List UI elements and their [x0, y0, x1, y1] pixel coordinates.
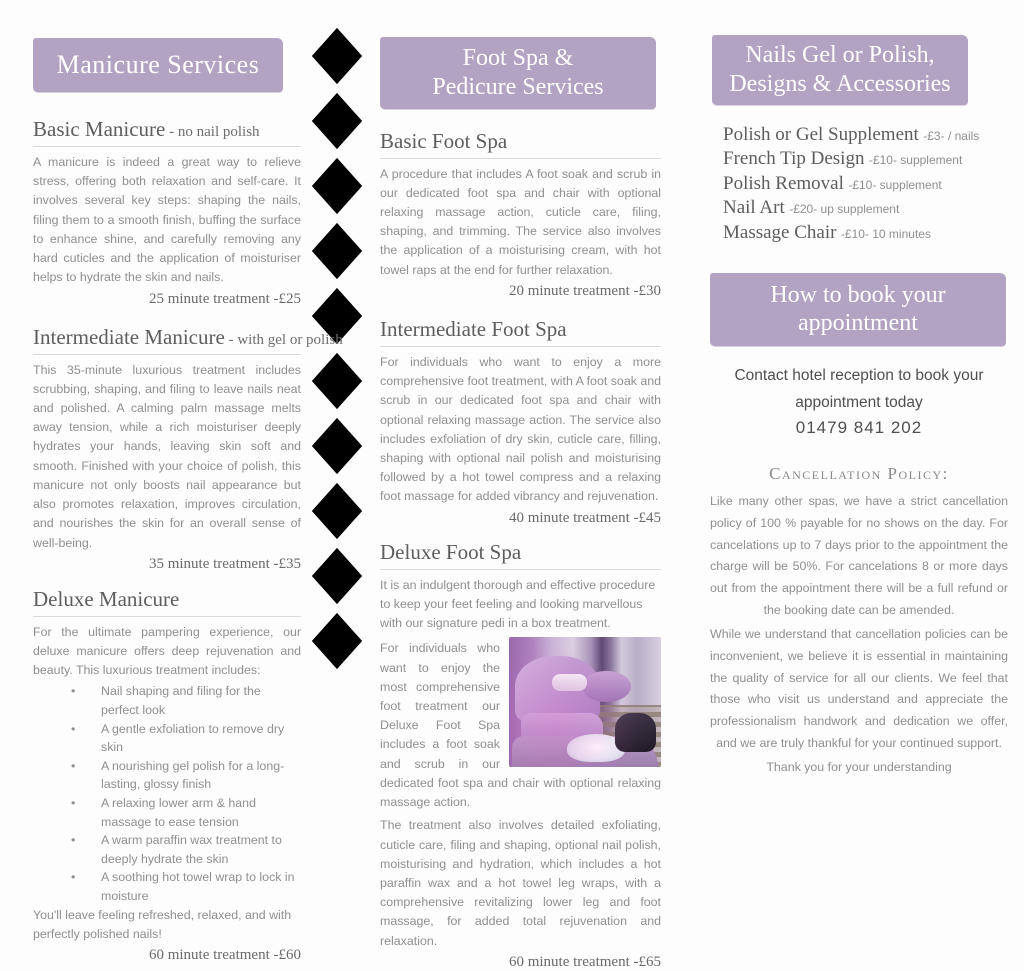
body-paragraph: It is an indulgent thorough and effective procedure to keep your feet feeling and looking marvellous with our signature pedi in a box treatment. — [380, 577, 656, 631]
celtic-knot-icon — [309, 91, 365, 151]
celtic-knot-icon — [309, 351, 365, 411]
body-paragraph: You'll leave feeling refreshed, relaxed, and with perfectly polished nails! — [33, 907, 292, 941]
section-title: Basic Manicure - no nail polish — [33, 117, 301, 147]
manicure-header: Manicure Services — [33, 38, 283, 92]
thank-you-line: Thank you for your understanding — [766, 759, 952, 774]
deluxe-manicure-bullet-list — [33, 682, 301, 905]
list-item: • Nail shaping and filing for the perfect look — [71, 682, 301, 719]
price-line: 60 minute treatment -£65 — [508, 953, 661, 970]
price-row: French Tip Design -£10- supplement — [723, 148, 963, 170]
cancellation-paragraph: Like many other spas, we have a strict cancellation policy of 100 % payable for no shows on the day. For cancelations up to 7 days prior to the appointment the charge will be 50%. For cancelations 8 or more days out from the appointment there will be a full refund or the booking date can be amended. — [710, 493, 1008, 618]
price-row: Nail Art -£20- up supplement — [723, 197, 900, 219]
basic-foot-spa-section — [380, 129, 661, 300]
celtic-knot-icon — [309, 26, 365, 86]
body-paragraph: For the ultimate pampering experience, our deluxe manicure offers deep rejuvenation and beauty. This luxurious treatment includes: — [33, 624, 301, 678]
price-row: Massage Chair -£10- 10 minutes — [723, 221, 931, 243]
body-paragraph: The treatment also involves detailed exfoliating, cuticle care, filing and shaping, optional nail polish, moisturising and hydration, which includes a hot paraffin wax and a hot towel leg wraps, with a comprehensive revitalizing lower leg and foot massage, for added total rejuvenation and relaxation. — [380, 818, 661, 948]
section-subtitle: - with gel or polish — [224, 331, 343, 348]
deluxe-foot-spa-section — [380, 540, 661, 971]
celtic-knot-icon — [309, 416, 365, 476]
fold-ornament-strip — [307, 26, 367, 726]
pink-light-glow — [509, 637, 661, 767]
pedicure-chair-photo — [509, 637, 661, 767]
celtic-knot-icon — [309, 221, 365, 281]
celtic-knot-icon — [309, 611, 365, 671]
deluxe-manicure-section — [33, 587, 301, 964]
section-subtitle: - no nail polish — [165, 124, 260, 140]
phone-number: 01479 841 202 — [795, 417, 923, 437]
booking-header: How to book your appointment — [710, 273, 1006, 347]
intermediate-foot-spa-section — [380, 317, 661, 527]
cancellation-policy-title: Cancellation Policy: — [769, 463, 949, 483]
price-row: Polish or Gel Supplement -£3- / nails — [723, 123, 980, 145]
price-row: Polish Removal -£10- supplement — [723, 172, 942, 194]
price-line: 35 minute treatment -£35 — [148, 555, 301, 572]
celtic-knot-icon — [309, 481, 365, 541]
contact-instructions: Contact hotel reception to book your appointment today — [734, 367, 984, 411]
cancellation-paragraph: While we understand that cancellation policies can be inconvenient, we believe it is essential in maintaining the quality of service for all our clients. We feel that those who visit us understand and appreciate the professionalism handwork and dedication we offer, and we are truly thankful for your continued support. — [710, 626, 1008, 750]
celtic-knot-icon — [309, 546, 365, 606]
nail-price-list — [710, 124, 1008, 244]
price-line: 20 minute treatment -£30 — [508, 282, 661, 299]
body-paragraph: For individuals who want to enjoy a more comprehensive foot treatment, with A foot soak and scrub in our dedicated foot spa and chair with optional relaxing massage action. The service also includes exfoliation of dry skin, cuticle care, filling, shaping with optional nail polish and moisturising followed by a hot towel compress and a relaxing foot massage for added vibrancy and rejuvenation. — [380, 354, 662, 504]
list-item: • A relaxing lower arm & hand massage to ease tension — [71, 794, 301, 831]
nails-header: Nails Gel or Polish, Designs & Accessories — [712, 35, 968, 105]
section-title: Deluxe Manicure — [33, 587, 301, 617]
list-item: • A nourishing gel polish for a long-lasting, glossy finish — [71, 757, 301, 794]
nails-and-booking-column — [710, 0, 1008, 774]
body-paragraph: For individuals who want to enjoy the most comprehensive foot treatment our Deluxe Foot Spa includes a foot soak and scrub in our dedicated foot spa and chair with optional relaxing massage action. — [380, 641, 661, 810]
list-item: • A warm paraffin wax treatment to deeply hydrate the skin — [71, 831, 301, 868]
foot-spa-header: Foot Spa & Pedicure Services — [380, 37, 656, 109]
section-title: Intermediate Manicure - with gel or polish — [33, 325, 301, 355]
body-paragraph: A manicure is indeed a great way to relieve stress, offering both relaxation and self-care. It involves several key steps: shaping the nails, filing them to a smooth finish, buffing the surface to enhance shine, and carefully removing any hard cuticles and the application of moisturiser helps to hydrate the skin and nails. — [33, 155, 301, 285]
price-line: 40 minute treatment -£45 — [508, 509, 661, 526]
list-item: • A gentle exfoliation to remove dry skin — [71, 720, 301, 757]
section-title: Basic Foot Spa — [380, 129, 661, 159]
body-paragraph: A procedure that includes A foot soak and scrub in our dedicated foot spa and chair with optional relaxing massage action, cuticle care, filing, shaping, and trimming. The service also involves the application of a moisturising cream, with hot towel raps at the end for further relaxation. — [380, 166, 661, 277]
price-line: 25 minute treatment -£25 — [148, 290, 301, 307]
list-item: • A soothing hot towel wrap to lock in moisture — [71, 868, 301, 905]
body-paragraph: This 35-minute luxurious treatment includes scrubbing, shaping, and filing to leave nails neat and polished. A calming palm massage melts away tension, while a rich moisturiser deeply hydrates your hands, leaving skin soft and smooth. Finished with your choice of polish, this manicure not only boosts nail appearance but also promotes relaxation, improves circulation, and nourishes the skin for an overall sense of well-being. — [33, 362, 301, 550]
section-title: Deluxe Foot Spa — [380, 540, 661, 570]
celtic-knot-icon — [309, 156, 365, 216]
intermediate-manicure-section — [33, 324, 343, 573]
price-line: 60 minute treatment -£60 — [148, 947, 301, 964]
basic-manicure-section — [33, 117, 301, 308]
section-title: Intermediate Foot Spa — [380, 317, 661, 347]
manicure-column — [33, 0, 343, 964]
foot-spa-column — [380, 0, 661, 971]
